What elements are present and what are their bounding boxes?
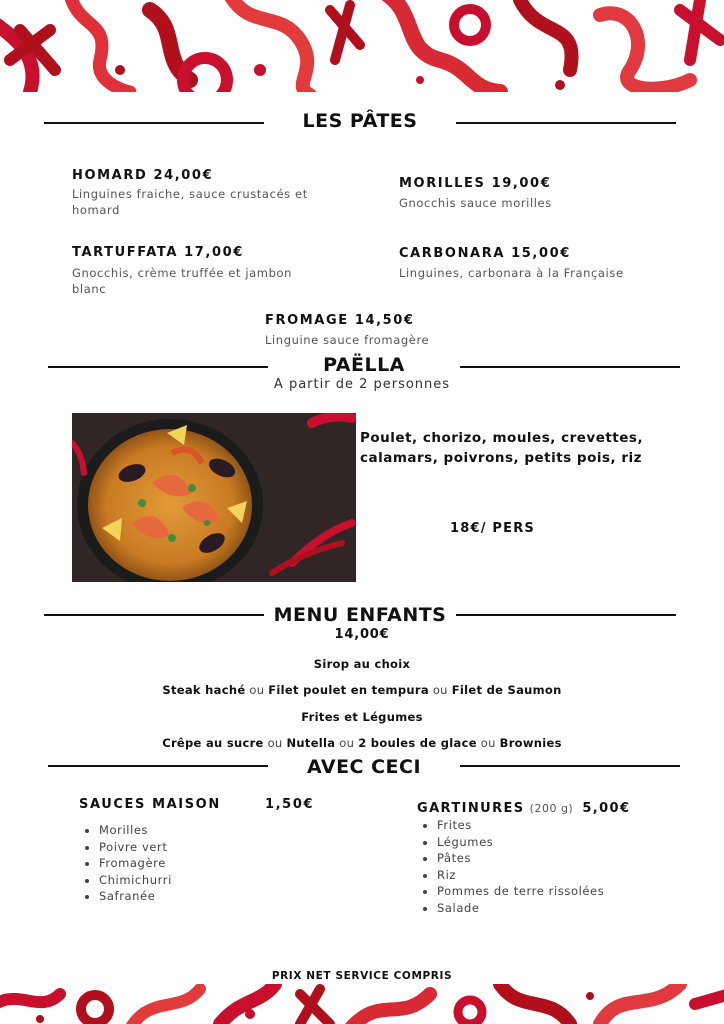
menu-item-title: HOMARD 24,00€ bbox=[72, 168, 214, 183]
list-item: • Légumes bbox=[437, 834, 604, 851]
divider-left bbox=[48, 765, 268, 767]
enfants-line-dessert bbox=[0, 736, 724, 750]
divider-right bbox=[460, 366, 680, 368]
option-text: Filet de Saumon bbox=[451, 683, 562, 697]
or-separator: ou bbox=[335, 736, 359, 750]
paella-subtitle: A partir de 2 personnes bbox=[273, 377, 451, 392]
paella-photo bbox=[72, 413, 356, 582]
sauces-list bbox=[79, 822, 172, 905]
enfants-line-sirop: Sirop au choix bbox=[313, 657, 411, 671]
list-item: • Poivre vert bbox=[99, 839, 172, 856]
menu-item-title: MORILLES 19,00€ bbox=[399, 176, 552, 191]
divider-right bbox=[460, 765, 680, 767]
section-title-avec-ceci: AVEC CECI bbox=[306, 756, 422, 778]
divider-left bbox=[44, 614, 264, 616]
option-text: Filet poulet en tempura bbox=[268, 683, 429, 697]
top-decorative-pattern bbox=[0, 0, 724, 92]
sauces-title: SAUCES MAISON bbox=[79, 797, 221, 812]
list-item: • Safranée bbox=[99, 888, 172, 905]
menu-item-description: Linguines, carbonara à la Française bbox=[399, 266, 624, 280]
list-item: • Morilles bbox=[99, 822, 172, 839]
list-item: • Pommes de terre rissolées bbox=[437, 883, 604, 900]
garnitures-list bbox=[417, 817, 604, 916]
menu-item-description: Gnocchis sauce morilles bbox=[399, 196, 552, 210]
list-item: • Riz bbox=[437, 867, 604, 884]
enfants-line-plat bbox=[0, 683, 724, 697]
footer-note: PRIX NET SERVICE COMPRIS bbox=[271, 970, 453, 982]
option-text: 2 boules de glace bbox=[358, 736, 477, 750]
menu-item-title: CARBONARA 15,00€ bbox=[399, 246, 571, 261]
or-separator: ou bbox=[428, 683, 452, 697]
bottom-decorative-pattern bbox=[0, 984, 724, 1024]
enfants-line-accompagnement: Frites et Légumes bbox=[301, 710, 423, 724]
garnitures-quantity: (200 g) bbox=[529, 802, 574, 815]
divider-right bbox=[456, 122, 676, 124]
menu-item-title: FROMAGE 14,50€ bbox=[265, 313, 415, 328]
list-item: • Frites bbox=[437, 817, 604, 834]
list-item: • Fromagère bbox=[99, 855, 172, 872]
section-title-pates: LES PÂTES bbox=[302, 110, 418, 132]
section-title-enfants: MENU ENFANTS bbox=[273, 604, 447, 626]
garnitures-header bbox=[417, 797, 630, 816]
paella-price: 18€/ PERS bbox=[450, 521, 535, 536]
or-separator: ou bbox=[245, 683, 269, 697]
divider-left bbox=[44, 122, 264, 124]
garnitures-price: 5,00€ bbox=[582, 801, 631, 816]
list-item: • Pâtes bbox=[437, 850, 604, 867]
option-text: Steak haché bbox=[162, 683, 246, 697]
list-item: • Chimichurri bbox=[99, 872, 172, 889]
menu-item-description: Linguine sauce fromagère bbox=[265, 333, 430, 347]
menu-item-description: Gnocchis, crème truffée et jambon blanc bbox=[72, 266, 293, 296]
divider-left bbox=[48, 366, 268, 368]
enfants-price: 14,00€ bbox=[334, 627, 390, 642]
divider-right bbox=[456, 614, 676, 616]
sauces-price: 1,50€ bbox=[265, 797, 315, 812]
menu-item-title: TARTUFFATA 17,00€ bbox=[72, 245, 244, 260]
or-separator: ou bbox=[263, 736, 287, 750]
paella-ingredients: Poulet, chorizo, moules, crevettes, calamars, poivrons, petits pois, riz bbox=[360, 430, 644, 466]
option-text: Brownies bbox=[499, 736, 562, 750]
list-item: • Salade bbox=[437, 900, 604, 917]
option-text: Nutella bbox=[286, 736, 336, 750]
section-title-paella: PAËLLA bbox=[323, 354, 405, 376]
menu-item-description: Linguines fraiche, sauce crustacés et homard bbox=[72, 187, 308, 217]
garnitures-title: GARTINURES bbox=[417, 801, 525, 816]
option-text: Crêpe au sucre bbox=[162, 736, 264, 750]
or-separator: ou bbox=[476, 736, 500, 750]
